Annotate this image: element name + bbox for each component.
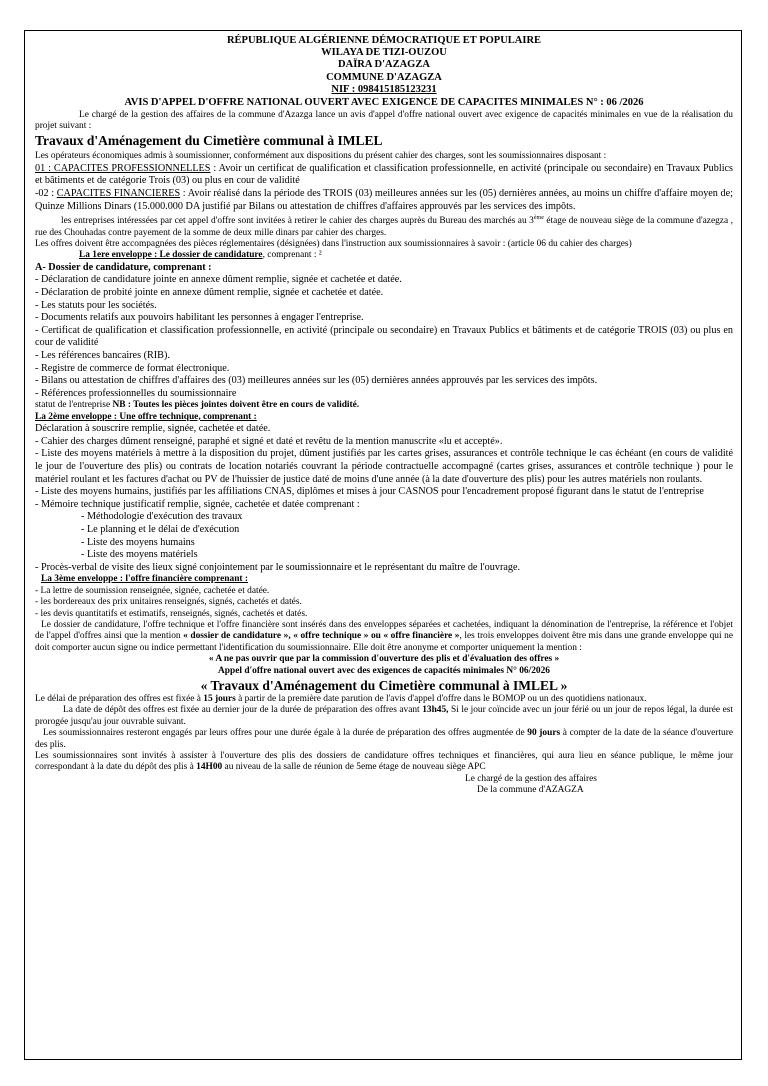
depot-paragraph: La date de dépôt des offres est fixée au dernier jour de la durée de préparation des offres avant 13h45, Si le jour coïncide avec un jour férié ou un jour de repos légal, la durée est prorogée jusqu'au jour ouvrable suivant. xyxy=(35,705,734,727)
sub-list-item: - Méthodologie d'exécution des travaux xyxy=(81,511,243,523)
pv-line: - Procès-verbal de visite des lieux signé conjointement par le soumissionnaire et le représentant du maître de l'ouvrage. xyxy=(35,561,521,573)
republic-line: RÉPUBLIQUE ALGÉRIENNE DÉMOCRATIQUE ET POPULAIRE xyxy=(226,35,542,46)
offers-pieces-paragraph: Les offres doivent être accompagnées des pièces réglementaires (désignées) dans l'instruction aux soumissionnaires à savoir : (article 06 du cahier des charges) xyxy=(35,239,632,250)
env2-list xyxy=(35,423,733,511)
nb-line: statut de l'entreprise NB : Toutes les pièces jointes doivent être en cours de validité. xyxy=(35,400,360,411)
mention-line-1: « A ne pas ouvrir que par la commission d'ouverture des plis et d'évaluation des offres » xyxy=(208,654,560,665)
memoire-sublist xyxy=(35,511,733,561)
sub-list-item: - Liste des moyens matériels xyxy=(81,549,198,561)
delai-paragraph: Le délai de préparation des offres est fixée à 15 jours à partir de la première date parution de l'avis d'appel d'offre dans le BOMOP ou un des quotidiens nationaux. xyxy=(35,693,647,704)
capacites-financieres: -02 : CAPACITES FINANCIERES : Avoir réalisé dans la période des TROIS (03) meilleures années sur les (05) dernières années, au moins un chiffre d'affaire moyen de; Quinze Millions Dinars (15.000.000 DA justifié par Bilans ou attestation de chiffres d'affaires approuvés par les services des impôts. xyxy=(35,187,733,212)
signature-line-2: De la commune d'AZAGZA xyxy=(477,785,584,796)
list-item: - Les statuts pour les sociétés. xyxy=(35,299,157,311)
list-item: - Documents relatifs aux pouvoirs habilitant les personnes à engager l'entreprise. xyxy=(35,312,364,324)
sub-list-item: - Liste des moyens humains xyxy=(81,536,195,548)
list-item: - Déclaration de candidature jointe en annexe dûment remplie, signée et cachetée et datée. xyxy=(35,274,402,286)
operators-paragraph: Les opérateurs économiques admis à soumissionner, conformément aux dispositions du présent cahier des charges, sont les soumissionnaires disposant : xyxy=(35,151,607,162)
list-item: - Cahier des charges dûment renseigné, paraphé et signé et daté et revêtu de la mention manuscrite «lu et accepté». xyxy=(35,435,503,447)
capacites-professionnelles: 01 : CAPACITES PROFESSIONNELLES : Avoir un certificat de qualification et classification professionnelle, en activité (principale ou secondaire) en Travaux Publics et bâtiments et de catégorie Trois (03) ou plus en cour de validité xyxy=(35,162,734,187)
header xyxy=(35,35,733,96)
project-title: Travaux d'Aménagement du Cimetière communal à IMLEL xyxy=(35,133,383,149)
list-item: - Mémoire technique justificatif remplie, signée, cachetée et datée comprenant : xyxy=(35,498,360,510)
invite-paragraph: les entreprises intéressées par cet appel d'offre sont invitées à retirer le cahier des charges auprès du Bureau des marchés au 3ème étage de nouveau siège de la commune d'azegza , rue des Chouhadas contre payement de la somme de deux mille dinars par cahier des charges. xyxy=(35,215,733,238)
list-item: - La lettre de soumission renseignée, signée, cachetée et datée. xyxy=(35,585,270,596)
env1-list xyxy=(35,274,733,400)
env1-section-a: A- Dossier de candidature, comprenant : xyxy=(35,261,212,273)
wilaya-line: WILAYA DE TIZI-OUZOU xyxy=(321,47,447,59)
mention-line-2: Appel d'offre national ouvert avec des exigences de capacités minimales N° 06/2026 xyxy=(218,665,550,676)
list-item: - Certificat de qualification et classification professionnelle, en activité (principale ou secondaire) en Travaux Publics et bâtiments et de catégorie TROIS (03) ou plus en cour de validité xyxy=(35,324,733,349)
signature-line-1: Le chargé de la gestion des affaires xyxy=(465,773,597,784)
env1-title: La 1ere enveloppe : Le dossier de candidature, comprenant : ² xyxy=(79,250,322,261)
intro-paragraph: Le chargé de la gestion des affaires de la commune d'Azazga lance un avis d'appel d'offre national ouvert avec exigence de capacités minimales en vue de la réalisation du projet suivant : xyxy=(35,109,733,131)
daira-line: DAÏRA D'AZAGZA xyxy=(338,59,430,71)
list-item: - Liste des moyens matériels à mettre à la disposition du projet, dûment justifiés par les cartes grises, assurances et contrôle technique le cas échéant (en cours de validité le jour de l'ouverture des plis) ou contrats de location notariés couvrant la période contractuelle accompagné (cartes grises, assurances et contrôle technique ) pour le matériel roulant et les factures d'achat ou PV de l'huissier de justice daté de moins d'une année (à la date d'ouverture des plis) pour les autres matériels non roulants. xyxy=(35,448,733,485)
list-item: - Liste des moyens humains, justifiés par les affiliations CNAS, diplômes et mises à jour CASNOS pour l'encadrement proposé figurant dans le statut de l'entreprise xyxy=(35,486,704,498)
list-item: Déclaration à souscrire remplie, signée, cachetée et datée. xyxy=(35,423,271,435)
env3-list xyxy=(35,586,733,620)
commune-line: COMMUNE D'AZAGZA xyxy=(326,71,442,83)
list-item: - Déclaration de probité jointe en annexe dûment remplie, signée et cachetée et datée. xyxy=(35,287,384,299)
list-item: - Bilans ou attestation de chiffres d'affaires des (03) meilleures années sur les (05) dernières années approuvés par les services des impôts. xyxy=(35,375,598,387)
signature-block xyxy=(35,774,733,797)
list-item: - Les références bancaires (RIB). xyxy=(35,350,170,362)
env3-title: La 3ème enveloppe : l'offre financière comprenant : xyxy=(41,574,248,585)
nif-line: NIF : 098415185123231 xyxy=(331,83,437,95)
avis-title: AVIS D'APPEL D'OFFRE NATIONAL OUVERT AVEC EXIGENCE DE CAPACITES MINIMALES N° : 06 /2026 xyxy=(124,97,644,109)
list-item: - les bordereaux des prix unitaires renseignés, signés, cachetés et datés. xyxy=(35,597,302,608)
list-item: - les devis quantitatifs et estimatifs, renseignés, signés, cachetés et datés. xyxy=(35,608,308,619)
seance-paragraph: Les soumissionnaires sont invités à assister à l'ouverture des plis des dossiers de candidature offres techniques et financières, qui aura lieu en séance publique, le même jour correspondant à la date du dépôt des plis à 14H00 au niveau de la salle de réunion de 5eme étage de nouveau siège APC xyxy=(35,751,733,773)
list-item: - Registre de commerce de format électronique. xyxy=(35,362,230,374)
list-item: - Références professionnelles du soumissionnaire xyxy=(35,387,237,399)
dossier-paragraph: Le dossier de candidature, l'offre technique et l'offre financière sont insérés dans des enveloppes séparées et cachetées, indiquant la dénomination de l'entreprise, la référence et l'objet de l'appel d'offres ainsi que la mention « dossier de candidature », « offre technique » ou « offre financière », les trois enveloppes doivent être mis dans une grande enveloppe qui ne doit comporter aucun signe ou indice permettant l'identification du soumissionnaire. Elle doit être anonyme et comporter uniquement la mention : xyxy=(35,619,734,653)
env2-title: La 2ème enveloppe : Une offre technique, comprenant : xyxy=(35,411,257,422)
sub-list-item: - Le planning et le délai de d'exécution xyxy=(81,523,240,535)
engages-paragraph: Les soumissionnaires resteront engagés par leurs offres pour une durée égale à la durée de préparation des offres augmentée de 90 jours à compter de la date de la séance d'ouverture des plis. xyxy=(35,728,733,750)
project-title-2: « Travaux d'Aménagement du Cimetière communal à IMLEL » xyxy=(200,677,568,693)
document-frame xyxy=(24,30,742,1060)
